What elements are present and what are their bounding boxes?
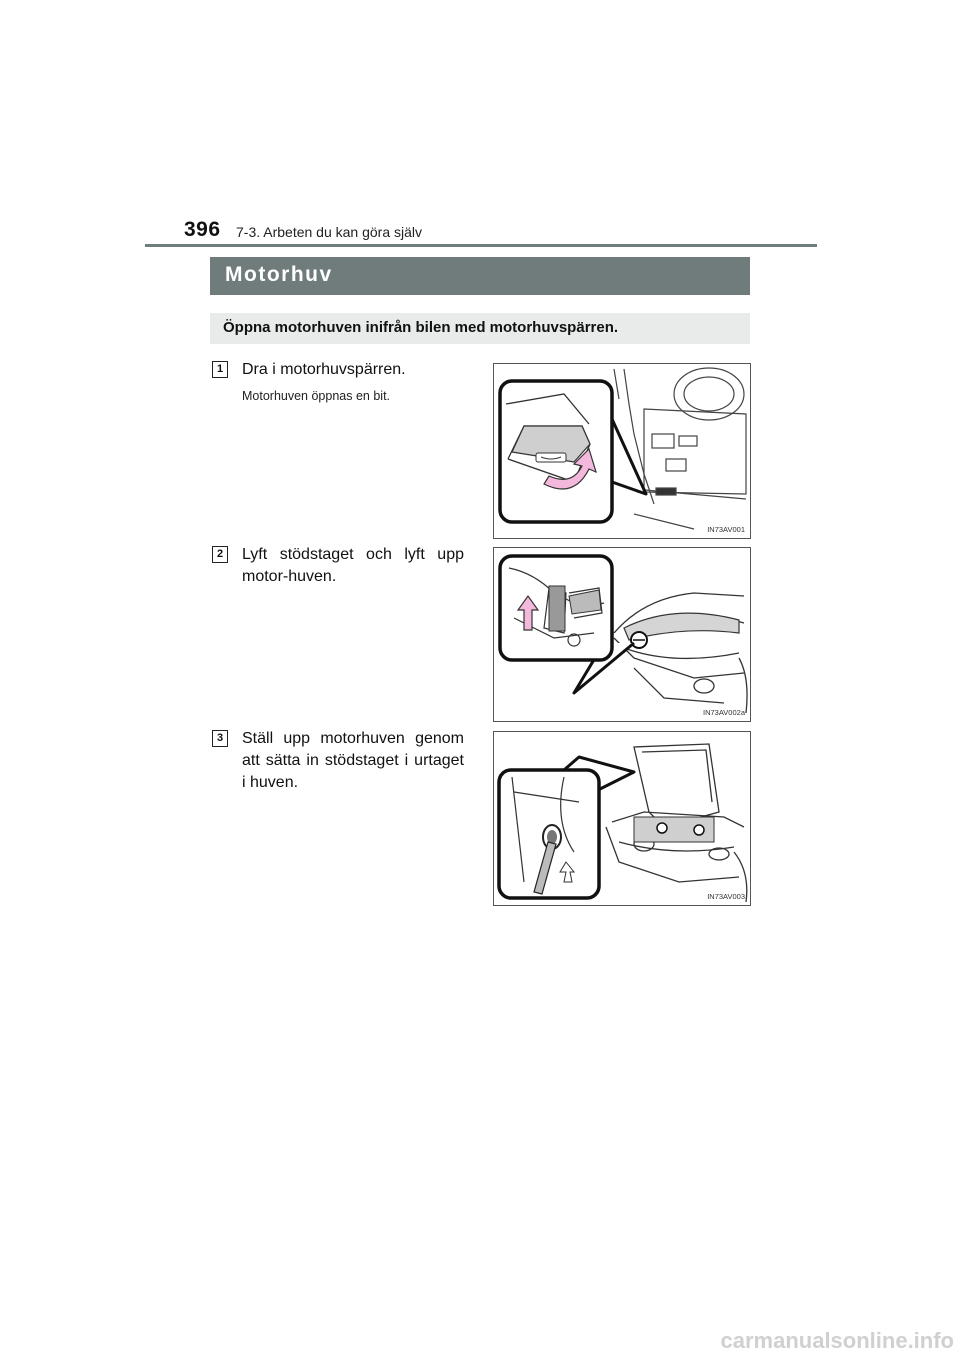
figure-hood-release-lever [493, 363, 751, 539]
subsection-heading-bar [210, 313, 750, 344]
breadcrumb: 7-3. Arbeten du kan göra själv [236, 224, 423, 240]
footer-watermark: carmanualsonline.info [720, 1328, 954, 1353]
section-heading-bar [210, 257, 750, 295]
figure-code: IN73AV001 [707, 525, 745, 534]
page-number: 396 [184, 218, 221, 241]
figure-code: IN73AV003 [707, 892, 745, 901]
step-2-badge: 2 [212, 546, 228, 563]
step-2-text: Lyft stödstaget och lyft upp motor-huven. [242, 546, 464, 585]
figure-code: IN73AV002a [703, 708, 745, 717]
header-divider [145, 244, 817, 247]
step-3-badge: 3 [212, 730, 228, 747]
figure-support-rod-lift [493, 547, 751, 722]
figure-support-rod-insert [493, 731, 751, 906]
step-1-badge: 1 [212, 361, 228, 378]
step-1-text: Dra i motorhuvspärren. [242, 361, 406, 378]
hood-release-illustration [494, 364, 750, 538]
support-rod-insert-illustration [494, 732, 750, 905]
step-1-note: Motorhuven öppnas en bit. [242, 389, 391, 403]
step-3-text: Ställ upp motorhuven genom att sätta in stödstaget i urtaget i huven. [242, 730, 464, 791]
subsection-title: Öppna motorhuven inifrån bilen med motorhuvspärren. [223, 319, 619, 336]
support-rod-illustration [494, 548, 750, 721]
section-title: Motorhuv [225, 263, 333, 286]
